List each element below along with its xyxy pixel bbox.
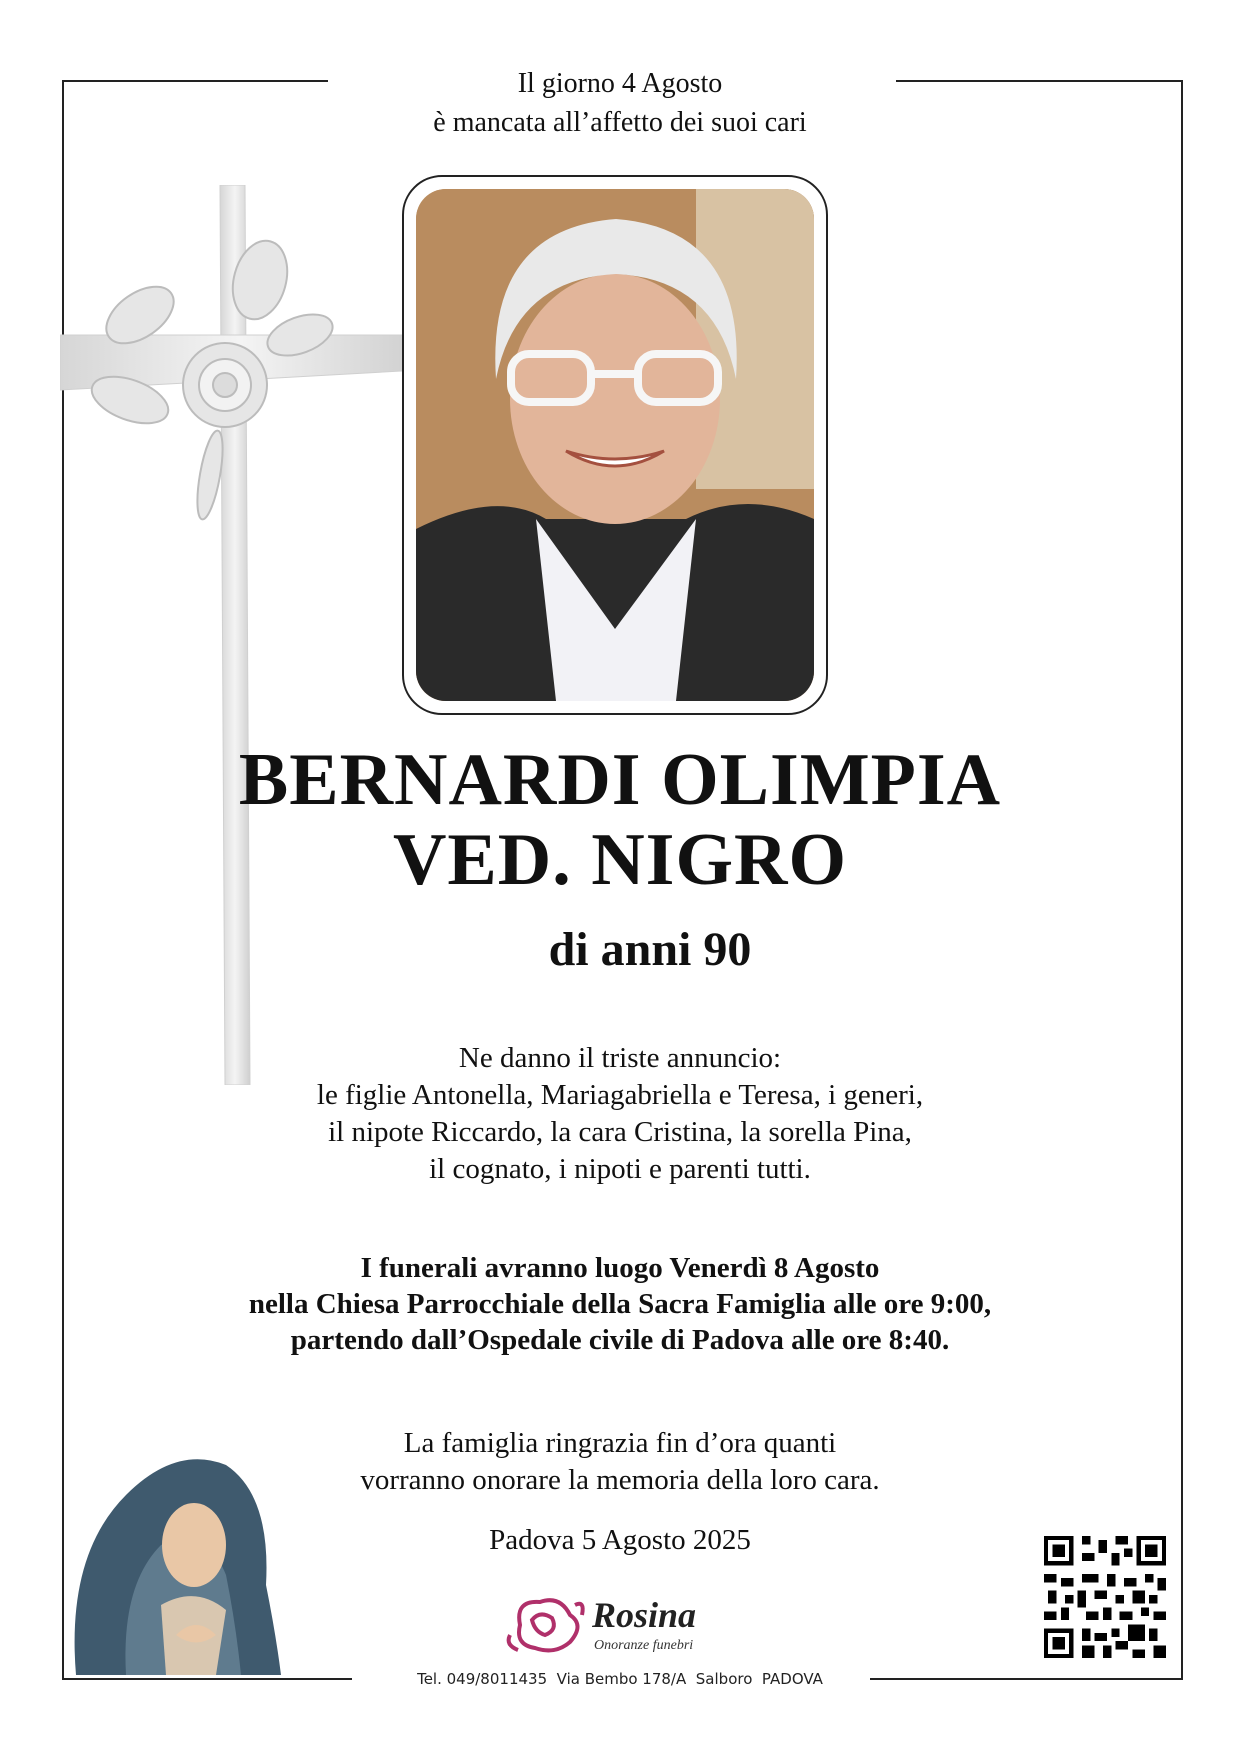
- footer-text: Tel. 049/8011435 Via Bembo 178/A Salboro PADOVA: [411, 1670, 829, 1688]
- funeral-line: partendo dall’Ospedale civile di Padova alle ore 8:40.: [290, 1324, 950, 1356]
- funeral-details: [0, 1250, 1240, 1358]
- announcement-line: il cognato, i nipoti e parenti tutti.: [429, 1153, 811, 1185]
- funeral-home-logo: [500, 1590, 740, 1660]
- thanks-line: La famiglia ringrazia fin d’ora quanti: [403, 1427, 837, 1459]
- announcement-line: il nipote Riccardo, la cara Cristina, la sorella Pina,: [328, 1116, 912, 1148]
- qr-code-icon[interactable]: [1044, 1536, 1166, 1658]
- announcement-block: [0, 1040, 1240, 1188]
- footer-contact: [0, 1670, 1240, 1688]
- name-line-2: VED. NIGRO: [392, 819, 848, 901]
- logo-name: Rosina: [592, 1595, 697, 1635]
- logo-tagline: Onoranze funebri: [594, 1638, 694, 1653]
- rose-logo-icon: [500, 1590, 590, 1660]
- intro-line-2: è mancata all’affetto dei suoi cari: [433, 107, 807, 138]
- deceased-name: [0, 740, 1240, 900]
- funeral-line: nella Chiesa Parrocchiale della Sacra Famiglia alle ore 9:00,: [248, 1288, 992, 1320]
- place-date: Padova 5 Agosto 2025: [489, 1524, 751, 1556]
- intro-line-1: Il giorno 4 Agosto: [517, 68, 723, 99]
- intro-text: [0, 64, 1240, 142]
- name-line-1: BERNARDI OLIMPIA: [238, 739, 1002, 821]
- funeral-line: I funerali avranno luogo Venerdì 8 Agosto: [360, 1252, 880, 1284]
- thanks-line: vorranno onorare la memoria della loro cara.: [360, 1464, 880, 1496]
- announcement-line: Ne danno il triste annuncio:: [458, 1042, 782, 1074]
- madonna-image: [66, 1435, 281, 1675]
- portrait-frame: [402, 175, 828, 715]
- announcement-line: le figlie Antonella, Mariagabriella e Teresa, i generi,: [316, 1079, 924, 1111]
- portrait-photo: [416, 189, 814, 701]
- deceased-age: di anni 90: [548, 923, 752, 976]
